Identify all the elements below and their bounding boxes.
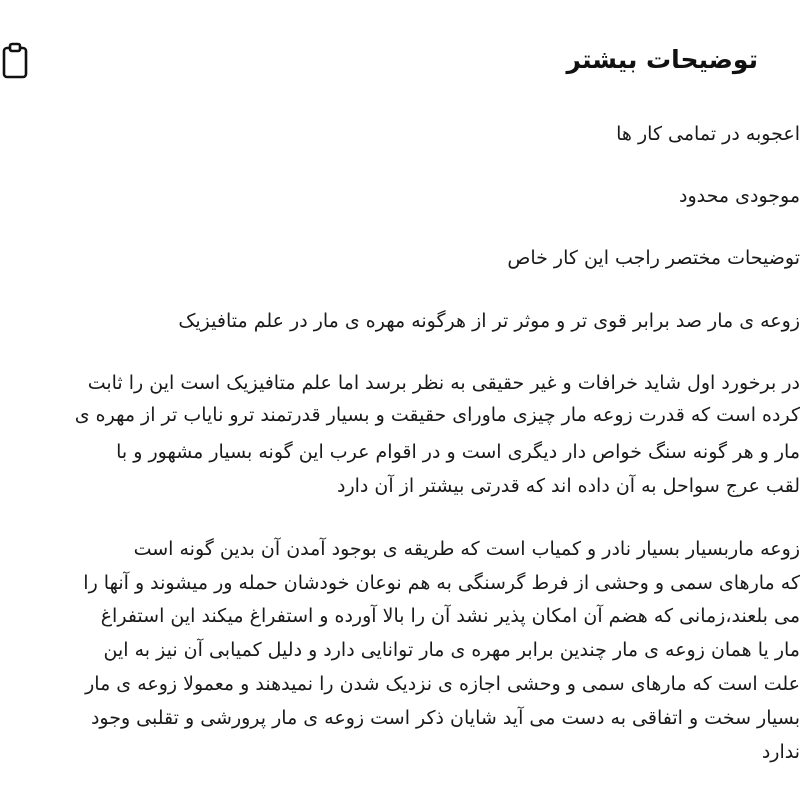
paragraph-2-line: که مارهای سمی و وحشی از فرط گرسنگی به هم نوعان خودشان حمله ور میشوند و آنها را (83, 572, 800, 594)
paragraph-2-line: علت است که مارهای سمی و وحشی اجازه ی نزدیک شدن را نمیدهند و معمولا زوعه ی مار (85, 673, 800, 695)
paragraph-1-line: مار و هر گونه سنگ خواص دار دیگری است و در اقوام عرب این گونه بسیار مشهور و با (116, 441, 800, 463)
paragraph-1-line: لقب عرج سواحل به آن داده اند که قدرتی بیشتر از آن دارد (336, 475, 800, 497)
summary-line: توضیحات مختصر راجب این کار خاص (507, 247, 800, 269)
stock-line: موجودی محدود (679, 185, 800, 207)
paragraph-1-line: در برخورد اول شاید خرافات و غیر حقیقی به نظر برسد اما علم متافیزیک است این را ثابت (87, 372, 800, 394)
paragraph-2-line: مار یا همان زوعه ی مار چندین برابر مهره ی مار توانایی دارد و دلیل کمیابی آن نیز به این (103, 639, 800, 661)
section-title: توضیحات بیشتر (566, 45, 758, 74)
section-header (0, 40, 800, 84)
paragraph-2-line: زوعه ماربسیار بسیار نادر و کمیاب است که طریقه ی بوجود آمدن آن بدین گونه است (133, 538, 800, 560)
clipboard-icon (0, 40, 30, 80)
paragraph-1-line: کرده است که قدرت زوعه مار چیزی ماورای حقیقت و بسیار قدرتمند ترو نایاب تر از مهره ی (74, 404, 800, 426)
paragraph-2-line: بسیار سخت و اتفاقی به دست می آید شایان ذکر است زوعه ی مار پرورشی و تقلبی وجود (90, 707, 800, 729)
feature-line: اعجوبه در تمامی کار ها (616, 123, 800, 145)
comparison-line: زوعه ی مار صد برابر قوی تر و موثر تر از هرگونه مهره ی مار در علم متافیزیک (178, 310, 800, 332)
paragraph-2-line: ندارد (761, 741, 800, 763)
paragraph-2-line: می بلعند،زمانی که هضم آن امکان پذیر نشد آن را بالا آورده و استفراغ میکند این استفراغ (100, 605, 800, 627)
